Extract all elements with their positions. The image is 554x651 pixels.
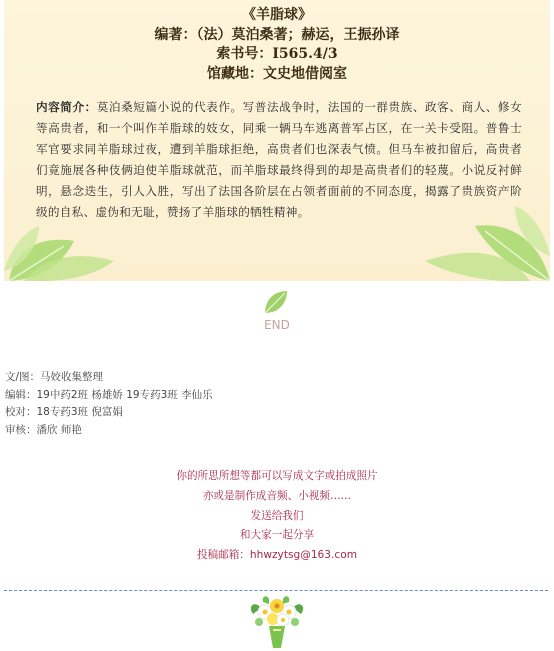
contribution-line: 发送给我们 [250,509,304,522]
book-card [4,0,550,281]
leaf-icon [261,289,291,315]
bouquet-icon [243,592,311,650]
credits-block [5,369,213,439]
contribution-invite [0,467,554,566]
dashed-divider [4,590,548,591]
contribution-line: 和大家一起分享 [239,529,315,542]
credit-line: 审核：潘欣 师艳 [5,423,82,436]
leaf-cluster-right-icon [420,201,550,281]
end-label: END [264,318,290,332]
book-info [4,6,550,84]
credit-line: 文/图：马姣收集整理 [5,371,104,383]
intro-text: 莫泊桑短篇小说的代表作。写普法战争时，法国的一群贵族、政客、商人、修女等高贵者，和一个叫作羊脂球的妓女，同乘一辆马车逃离普军占区，在一关卡受阻。普鲁士军官要求同羊脂球过夜，遭到羊脂球拒绝，高贵者们也深表气愤。但马车被扣留后，高贵者们竟施展各种伎俩迫使羊脂球就范，而羊脂球最终得到的却是高贵者们的轻蔑。小说反衬鲜明，悬念迭生，引人入胜，写出了法国各阶层在占领者面前的不同态度，揭露了贵族资产阶级的自私、虚伪和无耻，赞扬了羊脂球的牺牲精神。 [36,100,522,219]
leaf-cluster-left-icon [4,211,124,281]
book-title: 《羊脂球》 [242,7,312,23]
call-number: 索书号：I565.4/3 [216,46,338,62]
contribution-line: 你的所思所想等都可以写成文字或拍成照片 [176,470,378,482]
credit-line: 编辑：19中药2班 杨雄娇 19专药3班 李仙乐 [5,388,213,401]
intro-label: 内容简介： [36,100,97,114]
credit-line: 校对：18专药3班 倪富娟 [5,406,123,419]
library-location: 馆藏地：文史地借阅室 [207,65,347,82]
contribution-line: 亦或是制作成音频、小视频…… [202,489,352,502]
book-author: 编著：（法）莫泊桑著；赫运，王振孙译 [154,26,400,43]
contribution-email[interactable]: 投稿邮箱：hhwzytsg@163.com [196,549,358,562]
